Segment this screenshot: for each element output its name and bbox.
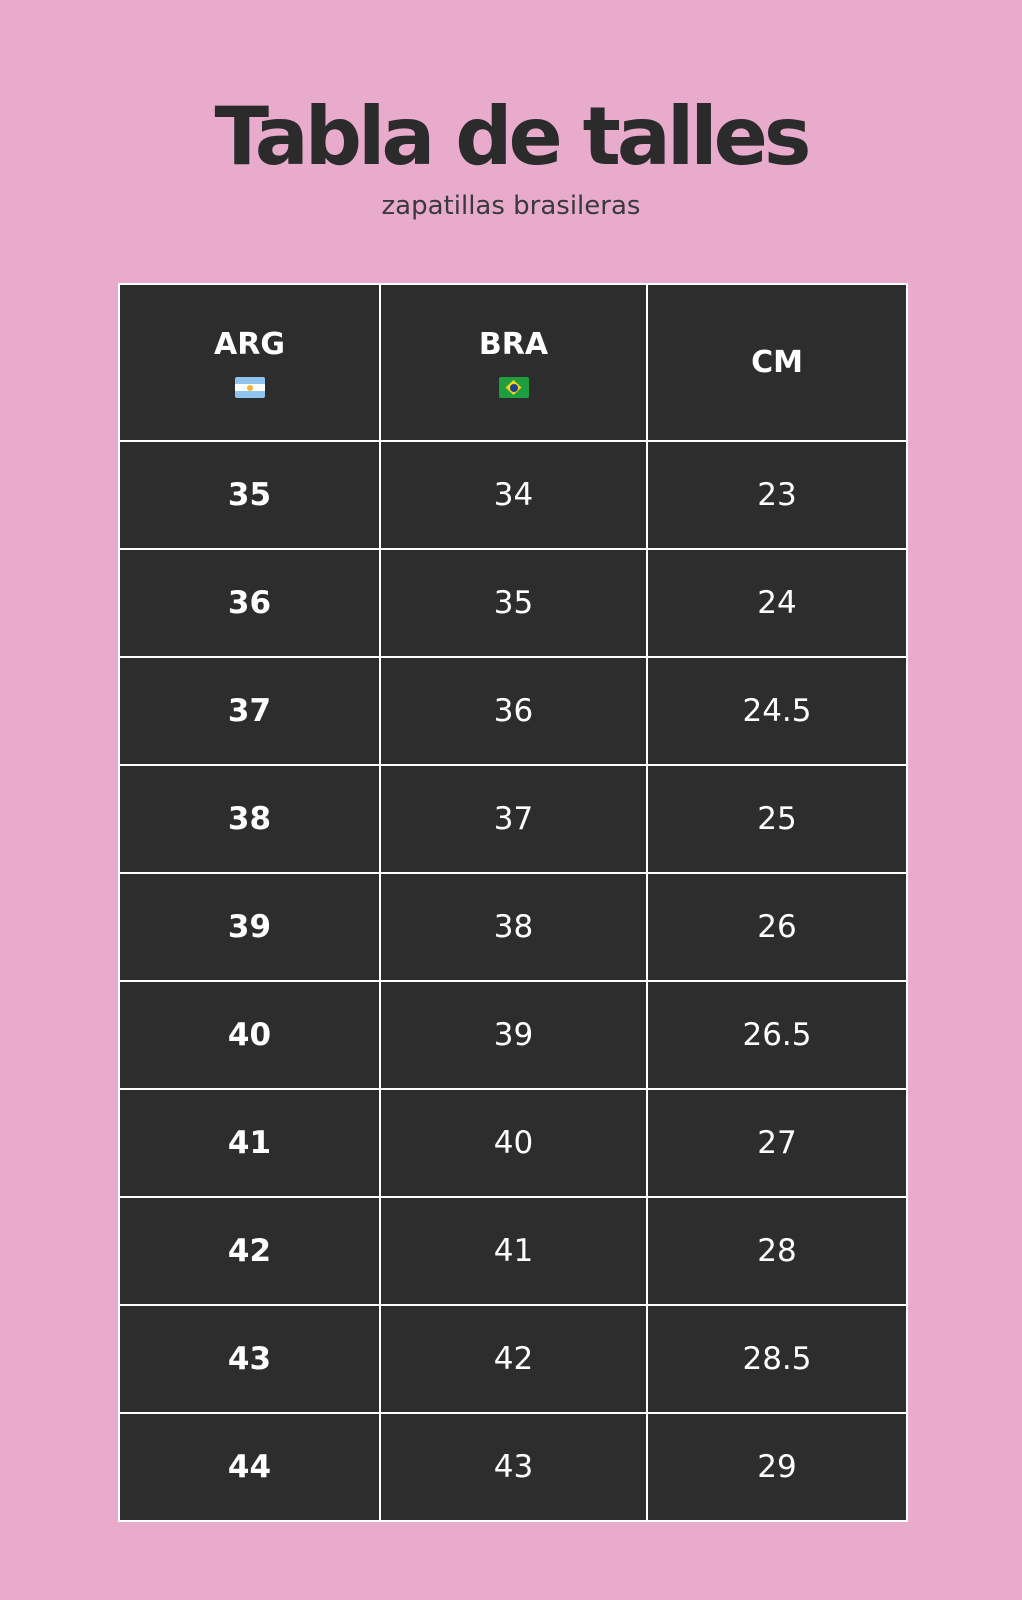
table-row xyxy=(119,1413,907,1521)
column-header-bra xyxy=(380,284,647,441)
column-header-label: ARG xyxy=(214,327,285,362)
cell-cm-length: 24 xyxy=(647,549,907,657)
cell-arg-size: 43 xyxy=(119,1305,380,1413)
table-row xyxy=(119,549,907,657)
cell-arg-size: 36 xyxy=(119,549,380,657)
table-row xyxy=(119,873,907,981)
cell-cm-length: 29 xyxy=(647,1413,907,1521)
table-row xyxy=(119,1089,907,1197)
table-header-row xyxy=(119,284,907,441)
cell-cm-length: 28.5 xyxy=(647,1305,907,1413)
cell-cm-length: 24.5 xyxy=(647,657,907,765)
cell-cm-length: 25 xyxy=(647,765,907,873)
cell-bra-size: 37 xyxy=(380,765,647,873)
cell-arg-size: 39 xyxy=(119,873,380,981)
table-row xyxy=(119,441,907,549)
cell-arg-size: 41 xyxy=(119,1089,380,1197)
cell-bra-size: 34 xyxy=(380,441,647,549)
cell-bra-size: 43 xyxy=(380,1413,647,1521)
table-row xyxy=(119,1305,907,1413)
page-subtitle: zapatillas brasileras xyxy=(381,191,641,221)
table-row xyxy=(119,1197,907,1305)
cell-cm-length: 23 xyxy=(647,441,907,549)
size-table xyxy=(118,283,908,1522)
column-header-label: BRA xyxy=(478,327,549,362)
cell-bra-size: 35 xyxy=(380,549,647,657)
table-body xyxy=(119,441,907,1521)
cell-arg-size: 37 xyxy=(119,657,380,765)
table-row xyxy=(119,657,907,765)
argentina-flag-icon xyxy=(235,377,265,398)
cell-cm-length: 27 xyxy=(647,1089,907,1197)
cell-arg-size: 35 xyxy=(119,441,380,549)
table-row xyxy=(119,765,907,873)
column-header-label: CM xyxy=(751,344,803,380)
cell-bra-size: 42 xyxy=(380,1305,647,1413)
cell-bra-size: 39 xyxy=(380,981,647,1089)
column-header-cm xyxy=(647,284,907,441)
brazil-flag-icon xyxy=(499,377,529,398)
cell-cm-length: 26 xyxy=(647,873,907,981)
cell-cm-length: 26.5 xyxy=(647,981,907,1089)
cell-arg-size: 42 xyxy=(119,1197,380,1305)
cell-arg-size: 38 xyxy=(119,765,380,873)
page-title: Tabla de talles xyxy=(214,90,808,183)
cell-bra-size: 40 xyxy=(380,1089,647,1197)
cell-arg-size: 40 xyxy=(119,981,380,1089)
column-header-arg xyxy=(119,284,380,441)
table-row xyxy=(119,981,907,1089)
cell-arg-size: 44 xyxy=(119,1413,380,1521)
cell-bra-size: 41 xyxy=(380,1197,647,1305)
cell-bra-size: 36 xyxy=(380,657,647,765)
cell-bra-size: 38 xyxy=(380,873,647,981)
cell-cm-length: 28 xyxy=(647,1197,907,1305)
